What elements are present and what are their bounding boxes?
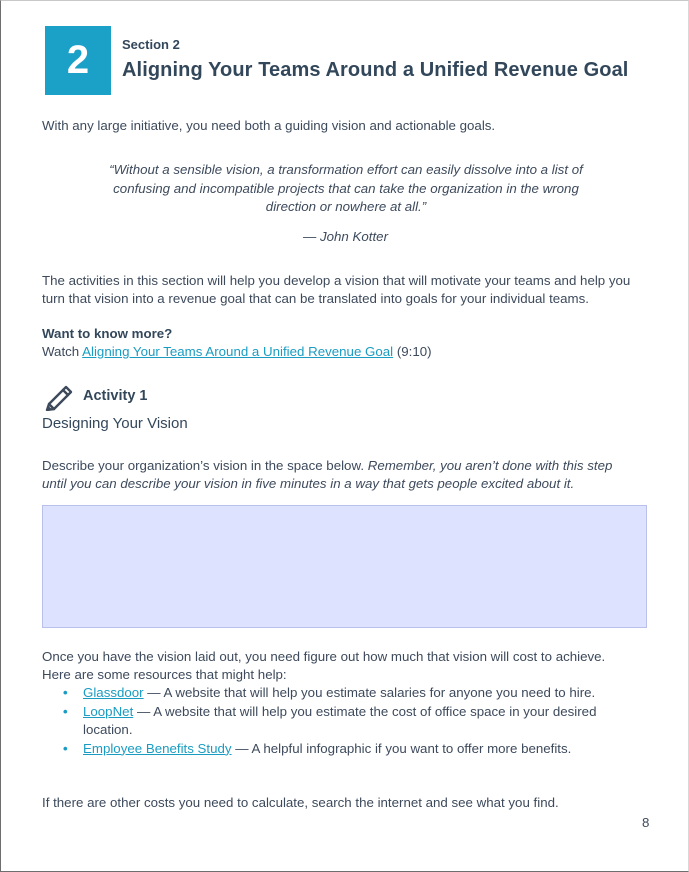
resource-description: — A website that will help you estimate salaries for anyone you need to hire. <box>143 685 596 700</box>
video-duration: (9:10) <box>393 344 432 359</box>
quote-line-2: confusing and incompatible projects that can take the organization in the wrong <box>113 180 579 196</box>
section-kicker: Section 2 <box>122 37 180 52</box>
instructions-line-1 <box>42 457 612 475</box>
watch-prefix: Watch <box>42 344 83 359</box>
bullet: • <box>63 740 68 756</box>
watch-line <box>42 343 432 361</box>
section-title: Aligning Your Teams Around a Unified Revenue Goal <box>122 59 629 81</box>
instructions-italic-2: until you can describe your vision in five minutes in a way that gets people excited about it. <box>42 476 575 491</box>
intro-paragraph: With any large initiative, you need both a guiding vision and actionable goals. <box>42 118 496 133</box>
resource-description: — A helpful infographic if you want to offer more benefits. <box>231 740 572 756</box>
activity-label: Activity 1 <box>83 388 148 404</box>
video-link[interactable]: Aligning Your Teams Around a Unified Revenue Goal <box>82 344 394 359</box>
vision-input-box[interactable] <box>42 505 647 628</box>
list-item <box>61 740 631 759</box>
closing-paragraph: If there are other costs you need to calculate, search the internet and see what you find. <box>42 795 559 810</box>
pencil-icon <box>42 381 76 411</box>
list-item <box>61 684 631 703</box>
kotter-quote <box>61 161 631 217</box>
quote-attribution: — John Kotter <box>303 229 388 244</box>
instructions-plain: Describe your organization’s vision in the space below. <box>42 458 368 473</box>
list-item <box>61 703 631 740</box>
loopnet-link[interactable]: LoopNet <box>83 703 134 719</box>
instructions-italic-1: Remember, you aren’t done with this step <box>367 458 613 473</box>
instructions-line-2 <box>42 475 612 493</box>
employee-benefits-link[interactable]: Employee Benefits Study <box>83 740 232 756</box>
bullet: • <box>63 703 68 719</box>
resource-list <box>61 684 631 758</box>
resource-description: — A website that will help you estimate the cost of office space in your desired location. <box>83 703 597 737</box>
bullet: • <box>63 685 68 700</box>
section-number-badge: 2 <box>45 26 111 95</box>
activities-line-1: The activities in this section will help you develop a vision that will motivate your teams and help you <box>42 273 631 288</box>
quote-line-1: “Without a sensible vision, a transformation effort can easily dissolve into a list of <box>109 162 583 177</box>
quote-line-3: direction or nowhere at all.” <box>265 199 427 214</box>
cost-line-1: Once you have the vision laid out, you need figure out how much that vision will cost to achieve. <box>42 649 606 664</box>
glassdoor-link[interactable]: Glassdoor <box>83 685 144 700</box>
activity-title: Designing Your Vision <box>42 415 188 432</box>
cost-line-2: Here are some resources that might help: <box>42 667 287 682</box>
activities-paragraph <box>42 272 630 308</box>
cost-paragraph <box>42 648 605 684</box>
more-heading: Want to know more? <box>42 326 173 341</box>
page-number: 8 <box>642 815 650 830</box>
activities-line-2: turn that vision into a revenue goal that can be translated into goals for your individual teams. <box>42 291 589 306</box>
instructions-paragraph <box>42 457 612 493</box>
